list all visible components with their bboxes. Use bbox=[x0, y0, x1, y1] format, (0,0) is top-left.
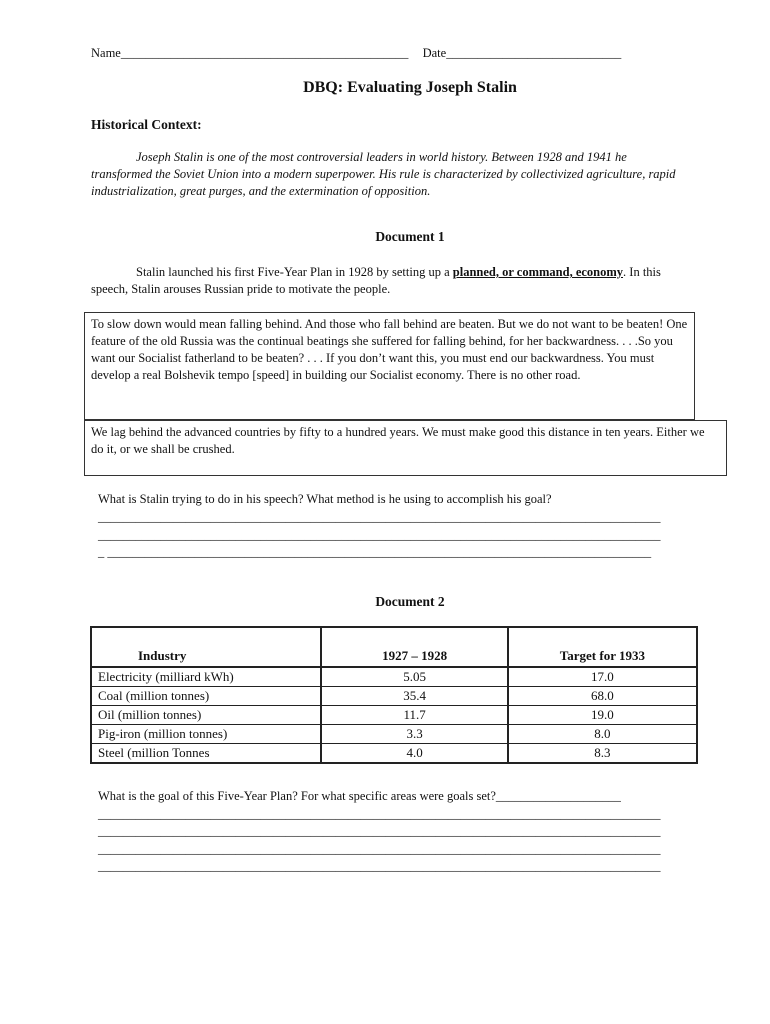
actual-cell: 5.05 bbox=[321, 667, 507, 687]
intro-text-after: . In this speech, Stalin arouses Russian pride to motivate the people. bbox=[91, 265, 661, 296]
document-2-question bbox=[98, 789, 621, 804]
document-1-intro bbox=[91, 264, 701, 298]
column-header-industry: Industry bbox=[91, 627, 321, 667]
name-label: Name bbox=[91, 46, 121, 60]
target-cell: 17.0 bbox=[508, 667, 697, 687]
industry-cell: Steel (million Tonnes bbox=[91, 744, 321, 764]
column-header-1927-1928: 1927 – 1928 bbox=[321, 627, 507, 667]
quote-box-2: We lag behind the advanced countries by fifty to a hundred years. We must make good this distance in ten years. Either we do it, or we shall be crushed. bbox=[84, 420, 727, 476]
actual-cell: 4.0 bbox=[321, 744, 507, 764]
date-label: Date bbox=[422, 46, 447, 60]
answer-line[interactable]: _ _______________________________________________________________________________________ bbox=[98, 545, 652, 559]
answer-line[interactable]: __________________________________________________________________________________________ bbox=[98, 528, 661, 542]
table-row bbox=[91, 744, 697, 764]
name-field[interactable]: ______________________________________________ bbox=[120, 46, 409, 60]
actual-cell: 35.4 bbox=[321, 687, 507, 706]
industry-cell: Coal (million tonnes) bbox=[91, 687, 321, 706]
answer-line[interactable]: __________________________________________________________________________________________ bbox=[98, 842, 661, 856]
actual-cell: 3.3 bbox=[321, 725, 507, 744]
target-cell: 8.3 bbox=[508, 744, 697, 764]
answer-line[interactable]: __________________________________________________________________________________________ bbox=[98, 510, 661, 524]
target-cell: 68.0 bbox=[508, 687, 697, 706]
industry-cell: Electricity (milliard kWh) bbox=[91, 667, 321, 687]
table-row bbox=[91, 687, 697, 706]
document-1-question: What is Stalin trying to do in his speech? What method is he using to accomplish his goal? bbox=[98, 492, 552, 506]
actual-cell: 11.7 bbox=[321, 706, 507, 725]
document-2-heading: Document 2 bbox=[375, 594, 445, 609]
historical-context-text: Joseph Stalin is one of the most controversial leaders in world history. Between 1928 and 1941 he transformed the Soviet Union into a modern superpower. His rule is characterized by collectivized agriculture, rapid industrialization, great purges, and the extermination of opposition. bbox=[91, 150, 676, 198]
intro-emphasis: planned, or command, economy bbox=[452, 265, 624, 279]
historical-context-heading: Historical Context: bbox=[91, 117, 202, 132]
intro-text-before: Stalin launched his first Five-Year Plan in 1928 by setting up a bbox=[136, 265, 453, 279]
table-row bbox=[91, 667, 697, 687]
target-cell: 19.0 bbox=[508, 706, 697, 725]
historical-context-paragraph bbox=[91, 149, 691, 200]
document-2-question-text: What is the goal of this Five-Year Plan? For what specific areas were goals set? bbox=[98, 789, 496, 803]
table-row bbox=[91, 725, 697, 744]
production-table bbox=[90, 626, 698, 764]
table-header-row bbox=[91, 627, 697, 667]
answer-line[interactable]: __________________________________________________________________________________________ bbox=[98, 859, 661, 873]
industry-cell: Pig-iron (million tonnes) bbox=[91, 725, 321, 744]
quote-box-1: To slow down would mean falling behind. And those who fall behind are beaten. But we do not want to be beaten! One feature of the old Russia was the continual beatings she suffered for falling behind, for her backwardness. . . .So you want our Socialist fatherland to be beaten? . . . If you don’t want this, you must end our backwardness. You must develop a real Bolshevik tempo [speed] in building our Socialist economy. There is no other road. bbox=[84, 312, 695, 420]
document-2-question-blank[interactable]: ____________________ bbox=[495, 789, 621, 803]
date-field[interactable]: ____________________________ bbox=[446, 46, 622, 60]
column-header-target-1933: Target for 1933 bbox=[508, 627, 697, 667]
answer-line[interactable]: __________________________________________________________________________________________ bbox=[98, 807, 661, 821]
document-1-heading: Document 1 bbox=[375, 229, 445, 244]
table-row bbox=[91, 706, 697, 725]
target-cell: 8.0 bbox=[508, 725, 697, 744]
industry-cell: Oil (million tonnes) bbox=[91, 706, 321, 725]
page-title: DBQ: Evaluating Joseph Stalin bbox=[303, 79, 517, 96]
answer-line[interactable]: __________________________________________________________________________________________ bbox=[98, 824, 661, 838]
name-date-line bbox=[91, 46, 621, 61]
